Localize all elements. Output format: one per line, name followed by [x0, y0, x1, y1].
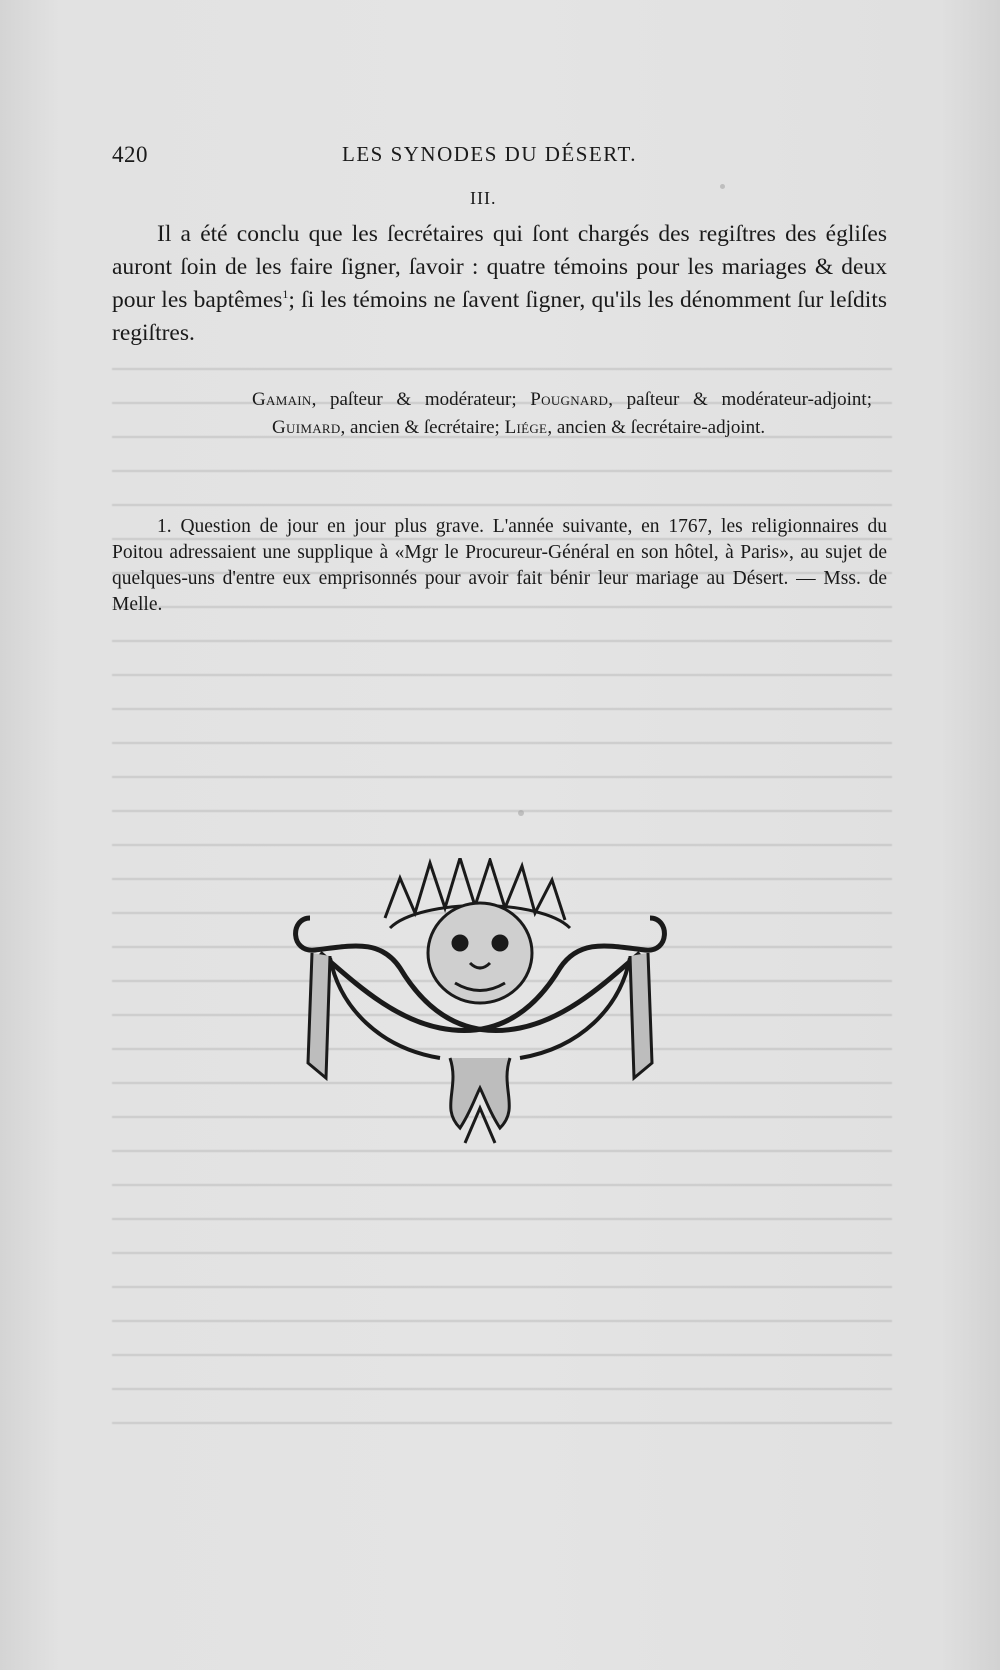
paper-speck: [720, 184, 725, 189]
footnote-number: 1.: [157, 516, 172, 537]
footnote: [112, 514, 887, 618]
body-paragraph: [112, 218, 887, 350]
footnote-text: Question de jour en jour plus grave. L'année suivante, en 1767, les religionnaires du Poitou adressaient une supplique à «Mgr le Procureur-Général en son hôtel, à Paris», au sujet de quelques-uns d'entre eux emprisonnés pour avoir fait bénir leur mariage au Désert. — Mss. de Melle.: [112, 516, 888, 615]
signatory-role: , paſteur & modérateur-adjoint;: [608, 389, 872, 410]
signatures-block: [252, 386, 872, 442]
running-head: [112, 142, 892, 172]
lion-mask-ornament-icon: [290, 858, 670, 1148]
signatory-name: Guimard: [272, 417, 341, 438]
body-paragraph-end: ; ſi les témoins ne ſavent ſigner, qu'ils les dénomment ſur leſdits regiſtres.: [112, 287, 887, 346]
footnote-reference: 1: [282, 287, 289, 302]
running-title: LES SYNODES DU DÉSERT.: [342, 142, 638, 166]
signatory-name: Gamain: [252, 389, 312, 410]
signatory-role: , ancien & ſecrétaire-adjoint.: [547, 417, 766, 438]
signatory-role: , ancien & ſecrétaire;: [340, 417, 505, 438]
section-numeral: III.: [470, 188, 497, 208]
page-number: 420: [112, 142, 148, 167]
signatory-name: Pougnard: [530, 389, 609, 410]
paper-speck: [518, 810, 524, 816]
signatory-name: Liége: [504, 417, 548, 438]
body-paragraph-text: Il a été conclu que les ſecrétaires qui ſont chargés des regiſtres des égliſes auront ſoin de les faire ſigner, ſavoir : quatre témoins pour les mariages & deux pour les baptêmes: [112, 221, 887, 313]
signatory-role: , paſteur & modérateur;: [311, 389, 531, 410]
